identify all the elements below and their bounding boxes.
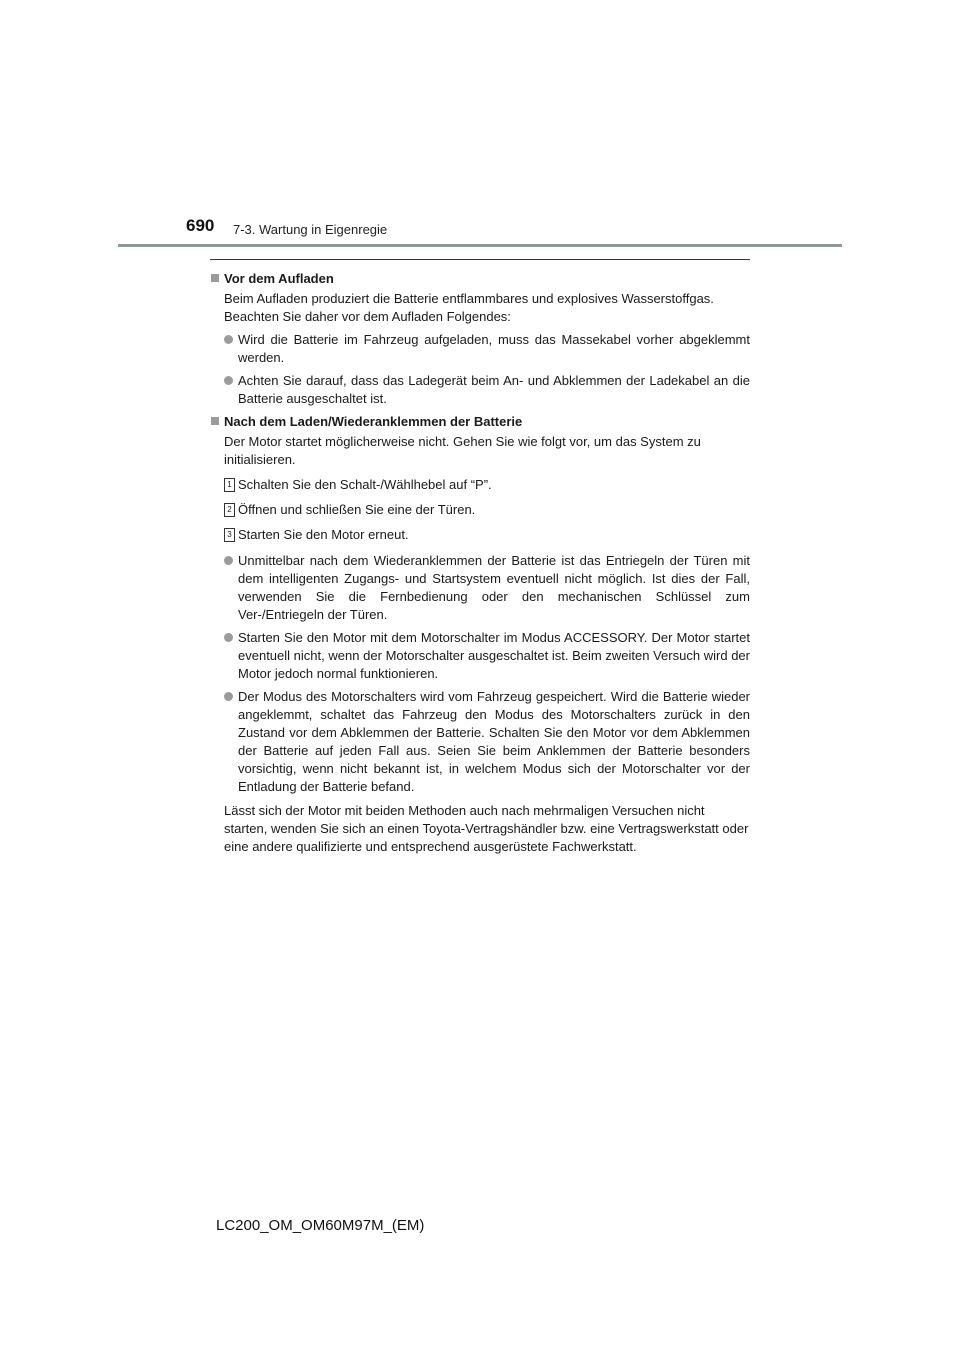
- list-item: [238, 629, 750, 683]
- circle-bullet-icon: [224, 692, 233, 701]
- section-title: 7-3. Wartung in Eigenregie: [233, 222, 388, 237]
- section-intro: Beim Aufladen produziert die Batterie entflammbares und explosives Wasserstoffgas. Beachten Sie daher vor dem Aufladen Folgendes:: [224, 291, 714, 324]
- circle-bullet-icon: [224, 633, 233, 642]
- step-text: Öffnen und schließen Sie eine der Türen.: [238, 502, 476, 517]
- step-item: [227, 501, 750, 519]
- list-item-text: Wird die Batterie im Fahrzeug aufgeladen, muss das Massekabel vorher abgeklemmt werden.: [238, 332, 750, 365]
- step-number-badge: 1: [224, 478, 235, 492]
- section-intro: Der Motor startet möglicherweise nicht. Gehen Sie wie folgt vor, um das System zu initialisieren.: [224, 434, 701, 467]
- list-item-text: Starten Sie den Motor mit dem Motorschalter im Modus ACCESSORY. Der Motor startet eventuell nicht, wenn der Motorschalter ausgeschaltet ist. Beim zweiten Versuch wird der Motor jedoch normal funktionieren.: [238, 630, 750, 681]
- list-item-text: Der Modus des Motorschalters wird vom Fahrzeug gespeichert. Wird die Batterie wieder angeklemmt, schaltet das Fahrzeug den Modus des Motorschalters zurück in den Zustand vor dem Abklemmen der Batterie. Schalten Sie den Motor vor dem Abklemmen der Batterie auf jeden Fall aus. Seien Sie beim Anklemmen der Batterie besonders vorsichtig, wenn nicht bekannt ist, in welchem Modus sich der Motorschalter vor der Entladung der Batterie befand.: [238, 689, 750, 794]
- step-item: [227, 476, 750, 494]
- step-number-badge: 2: [224, 503, 235, 517]
- square-bullet-icon: [211, 274, 219, 282]
- list-item: [238, 372, 750, 408]
- main-content: [210, 259, 750, 856]
- step-text: Schalten Sie den Schalt-/Wählhebel auf “P”.: [238, 477, 492, 492]
- page-number: 690: [186, 216, 215, 235]
- step-number-badge: 3: [224, 528, 235, 542]
- circle-bullet-icon: [224, 376, 233, 385]
- heading-text: Nach dem Laden/Wiederanklemmen der Batterie: [224, 414, 523, 429]
- heading-text: Vor dem Aufladen: [224, 271, 334, 286]
- step-text: Starten Sie den Motor erneut.: [238, 527, 409, 542]
- list-item-text: Unmittelbar nach dem Wiederanklemmen der Batterie ist das Entriegeln der Türen mit dem intelligenten Zugangs- und Startsystem eventuell nicht möglich. Ist dies der Fall, verwenden Sie die Fernbedienung oder den mechanischen Schlüssel zum Ver-/Entriegeln der Türen.: [238, 553, 750, 622]
- circle-bullet-icon: [224, 556, 233, 565]
- page-header: [0, 0, 960, 250]
- step-item: [227, 526, 750, 544]
- list-item: [238, 331, 750, 367]
- closing-paragraph: Lässt sich der Motor mit beiden Methoden auch nach mehrmaligen Versuchen nicht starten, wenden Sie sich an einen Toyota-Vertragshändler bzw. eine Vertragswerkstatt oder eine andere qualifizierte und entsprechend ausgerüstete Fachwerkstatt.: [224, 803, 749, 854]
- header-divider: [118, 244, 842, 247]
- square-bullet-icon: [211, 417, 219, 425]
- list-item-text: Achten Sie darauf, dass das Ladegerät beim An- und Abklemmen der Ladekabel an die Batterie ausgeschaltet ist.: [238, 373, 750, 406]
- section-heading-nach-dem-laden: [210, 413, 750, 431]
- circle-bullet-icon: [224, 335, 233, 344]
- list-item: [238, 688, 750, 796]
- list-item: [238, 552, 750, 624]
- document-code: LC200_OM_OM60M97M_(EM): [216, 1217, 425, 1234]
- section-heading-vor-dem-aufladen: [210, 270, 750, 288]
